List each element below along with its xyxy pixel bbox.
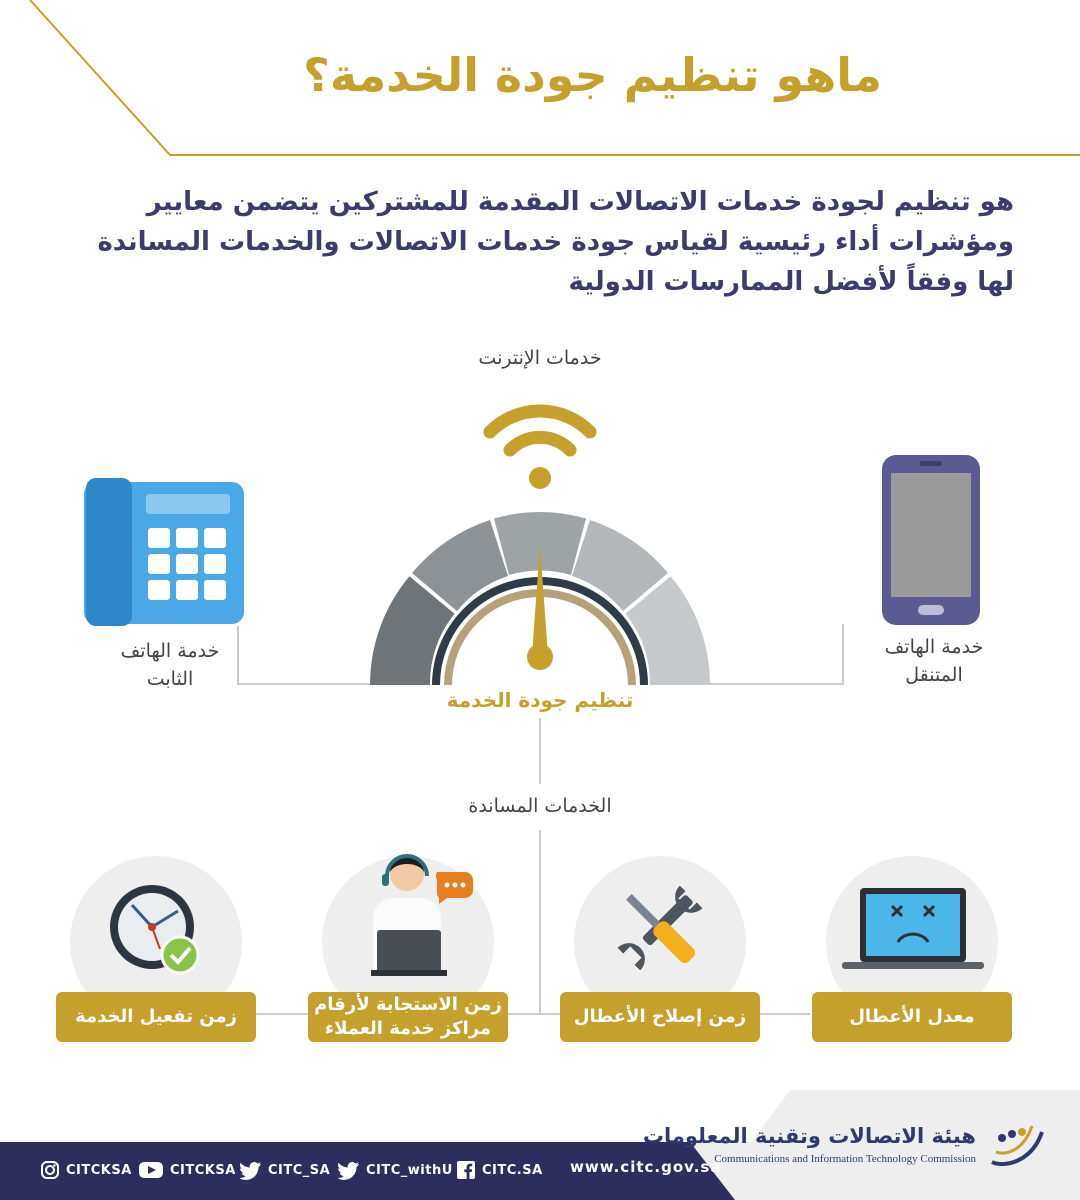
mobile-label-line: المتنقل — [905, 664, 963, 686]
mobile-label — [834, 633, 1034, 689]
facebook-icon — [456, 1160, 476, 1180]
twitter-handle: CITC_SA — [268, 1162, 331, 1178]
pill-label: زمن إصلاح الأعطال — [573, 1006, 747, 1027]
youtube-link[interactable] — [138, 1157, 236, 1183]
pill-label: زمن الاستجابة لأرقام — [314, 994, 502, 1015]
youtube-icon — [138, 1160, 164, 1180]
call-center-agent-icon — [365, 850, 475, 978]
twitter-withu-link[interactable] — [338, 1157, 453, 1183]
intro-line: هو تنظيم لجودة خدمات الاتصالات المقدمة للمشتركين يتضمن معايير — [146, 187, 1014, 217]
intro-line: لها وفقاً لأفضل الممارسات الدولية — [568, 267, 1014, 297]
youtube-handle: CITCKSA — [170, 1162, 236, 1178]
support-services-label: الخدمات المساندة — [468, 795, 612, 817]
fixed-line-label — [70, 637, 270, 693]
wifi-icon — [480, 390, 600, 490]
instagram-link[interactable] — [40, 1157, 132, 1183]
intro-line: ومؤشرات أداء رئيسية لقياس جودة خدمات الاتصالات والخدمات المساندة — [97, 227, 1014, 257]
twitter-link[interactable] — [240, 1157, 330, 1183]
internet-label: خدمات الإنترنت — [478, 347, 602, 369]
desk-phone-icon — [84, 478, 244, 626]
mobile-phone-icon — [882, 455, 980, 625]
pill-label: مراكز خدمة العملاء — [324, 1018, 492, 1039]
facebook-handle: CITC.SA — [482, 1162, 543, 1178]
clock-check-icon — [108, 883, 204, 979]
instagram-icon — [40, 1160, 60, 1180]
fixed-line-label-line: الثابت — [146, 668, 194, 690]
wrench-screwdriver-icon — [612, 880, 708, 976]
quality-gauge-icon — [360, 505, 720, 690]
broken-laptop-icon — [842, 886, 984, 970]
twitter-icon — [240, 1160, 262, 1180]
fault-rate-pill — [812, 992, 1012, 1042]
org-name-arabic: هيئة الاتصالات وتقنية المعلومات — [642, 1124, 976, 1148]
pill-label: معدل الأعطال — [849, 1006, 975, 1027]
call-center-response-time-pill — [308, 992, 508, 1042]
pill-label: زمن تفعيل الخدمة — [75, 1006, 237, 1027]
twitter-handle: CITC_withU — [366, 1162, 453, 1178]
org-name-english: Communications and Information Technology Commission — [714, 1153, 976, 1165]
page-title: ماهو تنظيم جودة الخدمة؟ — [303, 48, 882, 102]
center-label: تنظيم جودة الخدمة — [446, 688, 634, 712]
intro-text — [97, 182, 1014, 302]
instagram-handle: CITCKSA — [66, 1162, 132, 1178]
service-activation-time-pill — [56, 992, 256, 1042]
website-link[interactable]: www.citc.gov.sa — [570, 1158, 722, 1176]
fault-repair-time-pill — [560, 992, 760, 1042]
fixed-line-label-line: خدمة الهاتف — [120, 640, 220, 662]
facebook-link[interactable] — [456, 1157, 543, 1183]
citc-logo-icon — [984, 1112, 1050, 1178]
mobile-label-line: خدمة الهاتف — [884, 636, 984, 658]
twitter-icon — [338, 1160, 360, 1180]
